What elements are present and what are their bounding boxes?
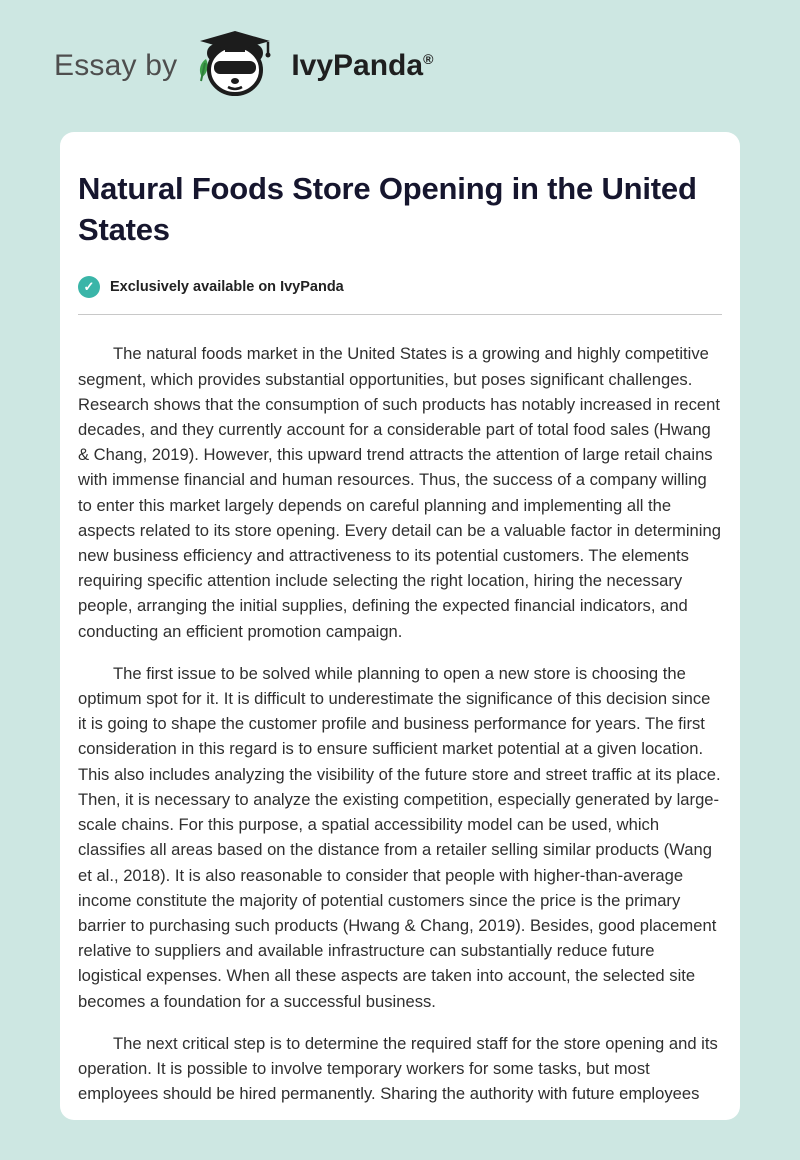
check-icon: ✓	[78, 276, 100, 298]
essay-paragraph: The next critical step is to determine the required staff for the store opening and its operation. It is possible to involve temporary workers for some tasks, but most employees should be hired permanently. Sharing the authority with future employees	[78, 1033, 718, 1104]
availability-badge	[78, 276, 722, 298]
ivypanda-logo	[191, 30, 277, 102]
site-header	[0, 0, 800, 132]
essay-card	[60, 132, 740, 1120]
essay-paragraph: The natural foods market in the United States is a growing and highly competitive segment, which provides substantial opportunities, but poses significant challenges. Research shows that the consumption of such products has notably increased in recent decades, and they currently account for a considerable part of total food sales (Hwang & Chang, 2019). However, this upward trend attracts the attention of large retail chains with immense financial and human resources. Thus, the success of a company willing to enter this market largely depends on careful planning and implementing all the aspects related to its store opening. Every detail can be a valuable factor in determining new business efficiency and attractiveness to its potential customers. The elements requiring specific attention include selecting the right location, hiring the necessary people, arranging the initial supplies, defining the expected financial indicators, and conducting an efficient promotion campaign.	[78, 344, 721, 641]
registered-mark: ®	[423, 51, 434, 67]
page-title: Natural Foods Store Opening in the United States	[78, 171, 697, 248]
essay-body	[78, 341, 722, 1106]
brand-text: IvyPanda	[291, 49, 424, 82]
essay-paragraph: The first issue to be solved while planning to open a new store is choosing the optimum spot for it. It is difficult to underestimate the significance of this decision since it is going to shape the customer profile and business performance for years. The first consideration in this regard is to ensure sufficient market potential at a given location. This also includes analyzing the visibility of the future store and street traffic at its place. Then, it is necessary to analyze the existing competition, especially generated by large-scale chains. For this purpose, a spatial accessibility model can be used, which classifies all areas based on the distance from a retailer selling similar products (Wang et al., 2018). It is also reasonable to consider that people with higher-than-average income constitute the majority of potential customers since the price is the primary barrier to purchasing such products (Hwang & Chang, 2019). Besides, good placement relative to suppliers and available infrastructure can substantially reduce future logistical expenses. When all these aspects are taken into account, the selected site becomes a foundation for a successful business.	[78, 663, 721, 1011]
essay-by-label: Essay by	[54, 49, 178, 82]
divider	[78, 314, 722, 315]
availability-badge-label: Exclusively available on IvyPanda	[110, 279, 344, 296]
panda-logo-icon	[192, 29, 276, 104]
brand-name	[291, 49, 433, 83]
